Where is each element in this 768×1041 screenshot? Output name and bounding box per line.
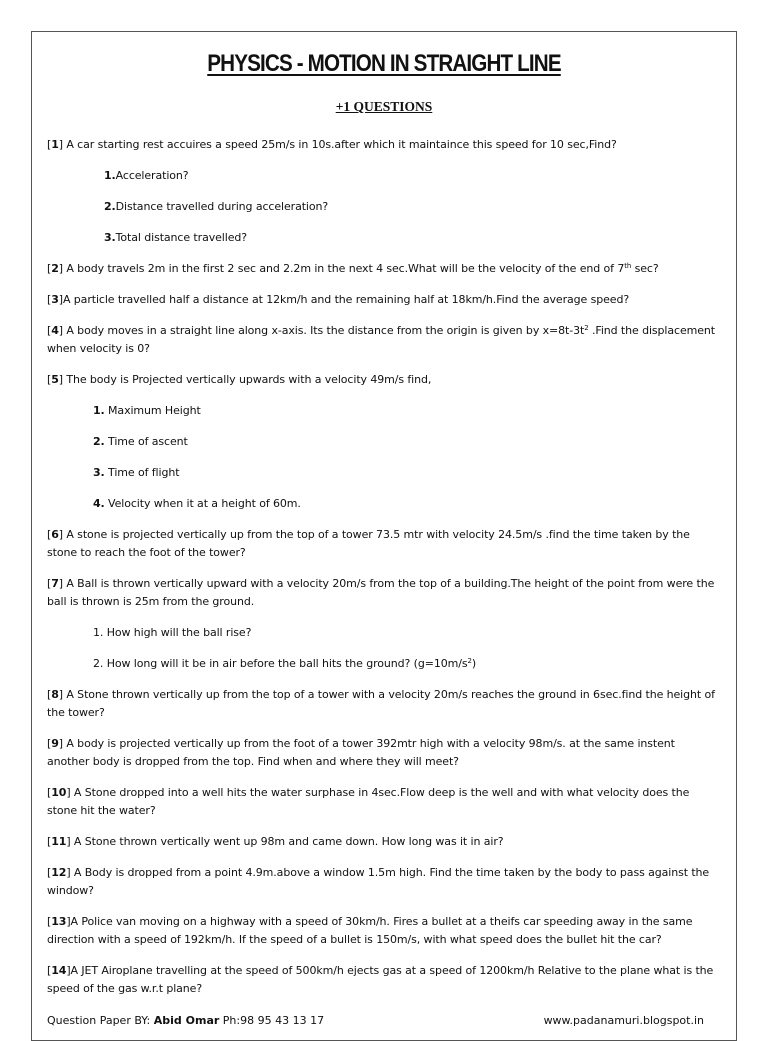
question-1-part-1: 1.Acceleration? [104, 169, 189, 182]
footer-credit: Question Paper BY: Abid Omar Ph:98 95 43 13 17 [47, 1014, 325, 1027]
question-8: [8] A Stone thrown vertically up from the top of a tower with a velocity 20m/s reaches the ground in 6sec.find the height of the tower? [47, 688, 715, 719]
question-9: [9] A body is projected vertically up from the foot of a tower 392mtr high with a velocity 98m/s. at the same instent another body is dropped from the top. Find when and where they will meet? [47, 737, 675, 768]
footer-author: Abid Omar [153, 1014, 220, 1027]
question-10: [10] A Stone dropped into a well hits the water surphase in 4sec.Flow deep is the well and with what velocity does the stone hit the water? [47, 786, 690, 817]
question-5-part-2: 2. Time of ascent [93, 435, 188, 448]
question-6: [6] A stone is projected vertically up from the top of a tower 73.5 mtr with velocity 24.5m/s .find the time taken by the stone to reach the foot of the tower? [47, 528, 690, 559]
question-3: [3]A particle travelled half a distance at 12km/h and the remaining half at 18km/h.Find the average speed? [47, 293, 630, 306]
question-14: [14]A JET Airoplane travelling at the speed of 500km/h ejects gas at a speed of 1200km/h Relative to the plane what is the speed of the gas w.r.t plane? [47, 964, 714, 995]
question-1-part-3: 3.Total distance travelled? [104, 231, 247, 244]
question-5-part-4: 4. Velocity when it at a height of 60m. [93, 497, 301, 510]
page-subtitle: +1 QUESTIONS [335, 99, 433, 114]
question-5: [5] The body is Projected vertically upwards with a velocity 49m/s find, [47, 373, 432, 386]
question-5-part-3: 3. Time of flight [93, 466, 180, 479]
question-1-part-2: 2.Distance travelled during acceleration? [104, 200, 329, 213]
question-13: [13]A Police van moving on a highway with a speed of 30km/h. Fires a bullet at a theifs car speeding away in the same direction with a speed of 192km/h. If the speed of a bullet is 150m/s, with what speed does the bullet hit the car? [47, 915, 693, 946]
question-7-part-2: 2. How long will it be in air before the ball hits the ground? $(g=10m/s^2)$ [93, 657, 477, 670]
question-12: [12] A Body is dropped from a point 4.9m.above a window 1.5m high. Find the time taken by the body to pass against the window? [47, 866, 710, 897]
question-2: [2] A body travels 2m in the first 2 sec and 2.2m in the next 4 sec.What will be the velocity of the end of 7th sec? [47, 262, 659, 275]
question-1: [1] A car starting rest accuires a speed 25m/s in 10s.after which it maintaince this speed for 10 sec,Find? [47, 138, 617, 151]
question-7: [7] A Ball is thrown vertically upward with a velocity 20m/s from the top of a building.The height of the point from were the ball is thrown is 25m from the ground. [47, 577, 715, 608]
question-7-part-1: 1. How high will the ball rise? [93, 626, 252, 639]
question-4: [4] A body moves in a straight line along x-axis. Its the distance from the origin is given by $x=8t-3t^2$ .Find the displacement when velocity is 0? [47, 324, 716, 355]
question-5-part-1: 1. Maximum Height [93, 404, 201, 417]
footer-website[interactable]: www.padanamuri.blogspot.in [543, 1014, 704, 1027]
page-title: PHYSICS - MOTION IN STRAIGHT LINE [207, 50, 561, 77]
question-11: [11] A Stone thrown vertically went up 98m and came down. How long was it in air? [47, 835, 504, 848]
